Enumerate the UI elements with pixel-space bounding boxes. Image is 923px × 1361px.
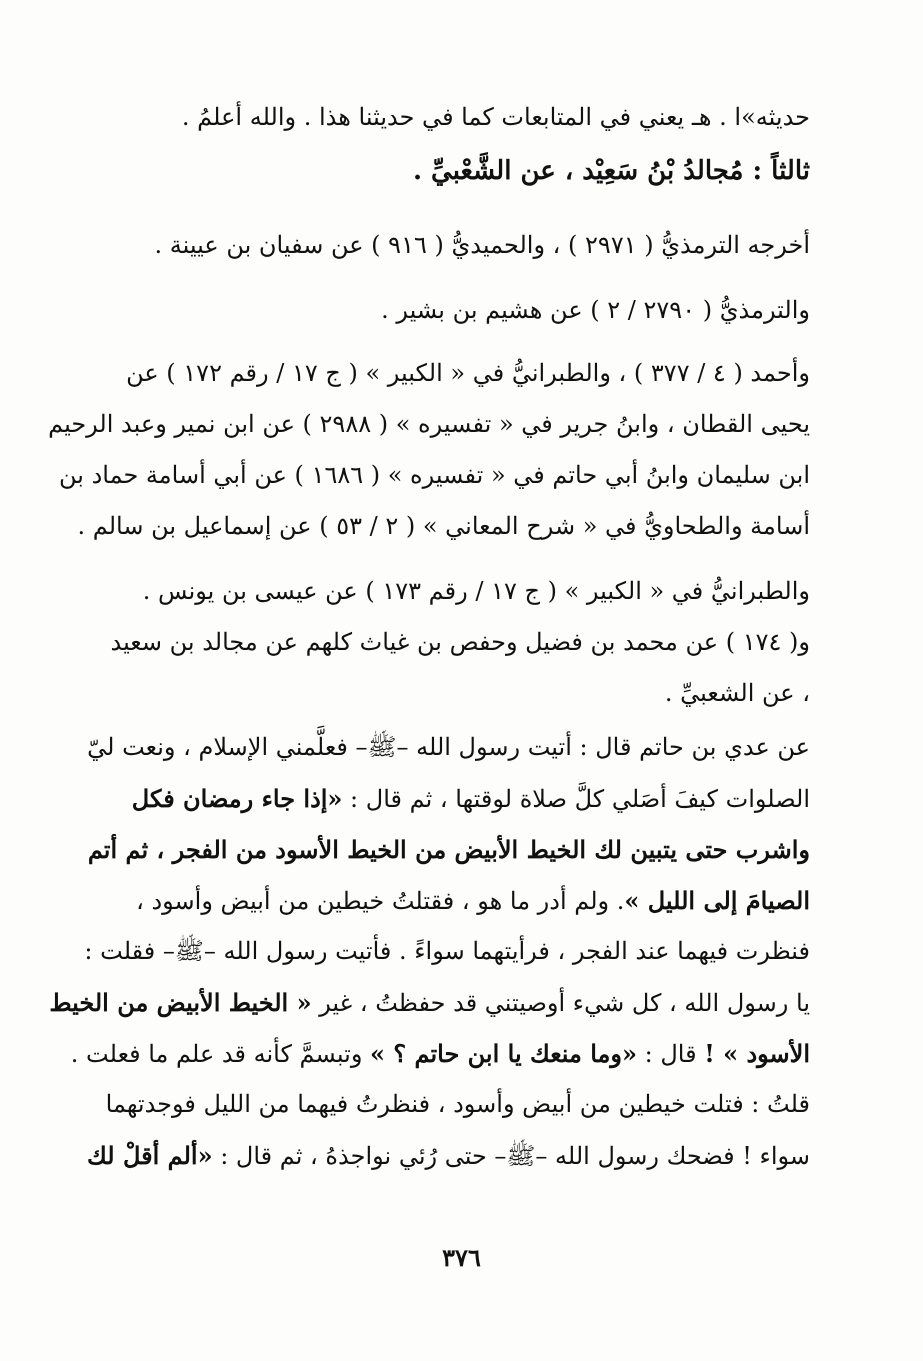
text-run: سواء ! فضحك رسول الله –ﷺ– حتى رُئي نواجذهُ ، ثم قال :	[212, 1142, 810, 1170]
text-run: وتبسمَّ كأنه قد علم ما فعلت .	[70, 1040, 371, 1068]
text-line	[84, 875, 810, 926]
text-line	[84, 146, 810, 197]
text-line	[70, 1028, 810, 1079]
bold-text-run: ثالثاً : مُجالدُ بْنُ سَعِيْد ، عن الشَّعْبيِّ .	[412, 156, 810, 186]
text-line	[84, 220, 810, 271]
paragraph	[84, 566, 810, 719]
text-run: الصلوات كيفَ أصَلي كلَّ صلاة لوقتها ، ثم قال :	[342, 785, 810, 813]
text-run: عن عدي بن حاتم قال : أتيت رسول الله –ﷺ– فعلَّمني الإسلام ، ونعت ليّ	[87, 733, 810, 761]
text-line	[84, 773, 810, 824]
bold-text-run: الصيامَ إلى الليل »	[624, 886, 810, 915]
text-run: يحيى القطان ، وابنُ جرير في « تفسيره » ( ٢٩٨٨ ) عن ابن نمير وعبد الرحيم	[48, 410, 810, 438]
text-line	[84, 617, 810, 668]
text-run: وأحمد ( ٤ / ٣٧٧ ) ، والطبرانيُّ في « الكبير » ( ج ١٧ / رقم ١٧٢ ) عن	[126, 359, 810, 387]
paragraph	[84, 285, 810, 336]
bold-text-run: الأسود » !	[704, 1039, 810, 1068]
text-line	[84, 348, 810, 399]
paragraph	[84, 92, 810, 143]
text-run: . ولم أدر ما هو ، فقتلتُ خيطين من أبيض وأسود ،	[136, 887, 625, 915]
text-line	[48, 399, 810, 450]
paragraph	[49, 722, 810, 1181]
text-line	[59, 450, 810, 501]
bold-text-run: «وما منعك يا ابن حاتم ؟ »	[370, 1039, 637, 1068]
text-run: والترمذيُّ ( ٢٧٩٠ / ٢ ) عن هشيم بن بشير .	[381, 296, 810, 324]
bold-text-run: « الخيط الأبيض من الخيط	[49, 988, 312, 1017]
text-line	[84, 566, 810, 617]
text-line	[84, 824, 810, 875]
text-line	[84, 92, 810, 143]
text-run: أخرجه الترمذيُّ ( ٢٩٧١ ) ، والحميديُّ ( ٩١٦ ) عن سفيان بن عيينة .	[154, 231, 810, 259]
text-run: يا رسول الله ، كل شيء أوصيتني قد حفظتُ ، غير	[311, 989, 810, 1017]
section-heading	[84, 146, 810, 197]
text-run: و( ١٧٤ ) عن محمد بن فضيل وحفص بن غياث كلهم عن مجالد بن سعيد	[110, 628, 810, 656]
text-line	[84, 1130, 810, 1181]
text-run: أسامة والطحاويُّ في « شرح المعاني » ( ٢ / ٥٣ ) عن إسماعيل بن سالم .	[77, 512, 810, 540]
bold-text-run: «ألم أقلْ لك	[87, 1141, 213, 1170]
text-line	[49, 977, 810, 1028]
text-run: فنظرت فيهما عند الفجر ، فرأيتهما سواءً . فأتيت رسول الله –ﷺ– فقلت :	[84, 937, 810, 965]
bold-text-run: «إذا جاء رمضان فكل	[131, 784, 343, 813]
text-run: والطبرانيُّ في « الكبير » ( ج ١٧ / رقم ١٧٣ ) عن عيسى بن يونس .	[142, 577, 810, 605]
text-run: حديثه»ا . هـ يعني في المتابعات كما في حديثنا هذا . والله أعلمُ .	[181, 103, 810, 131]
text-run: ابن سليمان وابنُ أبي حاتم في « تفسيره » ( ١٦٨٦ ) عن أبي أسامة حماد بن	[59, 461, 810, 489]
page-number: ٣٧٦	[442, 1243, 481, 1272]
text-line	[84, 668, 810, 719]
paragraph	[84, 220, 810, 271]
text-line	[84, 722, 810, 773]
text-run: ، عن الشعبيِّ .	[664, 679, 810, 707]
text-run: قال :	[637, 1040, 705, 1068]
text-line	[84, 1079, 810, 1130]
paragraph	[48, 348, 810, 552]
text-line	[84, 926, 810, 977]
bold-text-run: واشرب حتى يتبين لك الخيط الأبيض من الخيط الأسود من الفجر ، ثم أتم	[87, 835, 810, 864]
text-line	[77, 501, 810, 552]
text-line	[84, 285, 810, 336]
text-run: قلتُ : فتلت خيطين من أبيض وأسود ، فنظرتُ فيهما من الليل فوجدتهما	[105, 1090, 810, 1118]
